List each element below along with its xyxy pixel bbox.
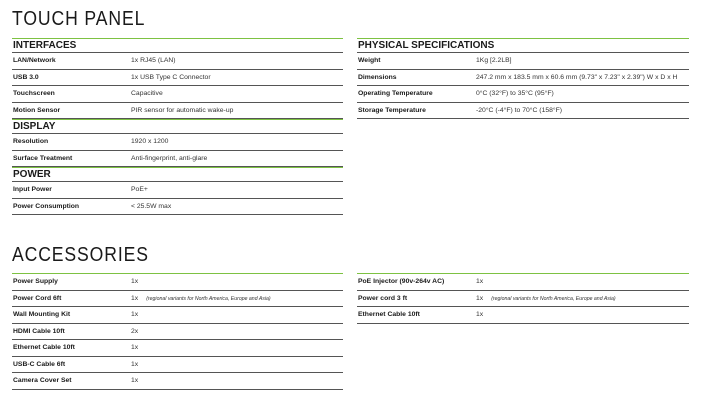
accessory-row (357, 291, 689, 308)
accessory-row (12, 340, 343, 357)
spec-value: < 25.5W max (131, 202, 172, 210)
accessory-name: Power Supply (13, 278, 58, 285)
spec-value: 1920 x 1200 (131, 138, 169, 145)
spec-value: PIR sensor for automatic wake-up (131, 106, 234, 114)
accessory-qty: 1x (131, 377, 139, 384)
accessory-qty: 1x (131, 360, 139, 368)
spec-key: Power Consumption (13, 202, 80, 210)
accessory-row (12, 274, 343, 291)
spec-value: -20°C (-4°F) to 70°C (158°F) (476, 106, 563, 114)
spec-row (12, 182, 343, 199)
interfaces-section (12, 38, 343, 215)
spec-row (12, 151, 343, 168)
spec-key: Touchscreen (13, 90, 55, 97)
accessory-name: Camera Cover Set (13, 377, 72, 384)
spec-row (12, 199, 343, 216)
accessory-row (12, 291, 343, 308)
accessory-row (12, 373, 343, 390)
accessories-right-list (357, 273, 689, 324)
spec-value: Capacitive (131, 90, 163, 97)
spec-key: USB 3.0 (13, 73, 39, 81)
accessory-row (12, 357, 343, 374)
accessory-note: (regional variants for North America, Europe and Asia) (146, 295, 271, 302)
spec-row (357, 70, 689, 87)
accessory-qty: 1x (regional variants for North America, Europe and Asia) (131, 294, 271, 302)
spec-row (357, 103, 689, 120)
accessory-name: Ethernet Cable 10ft (358, 311, 420, 318)
accessory-qty: 1x (131, 278, 139, 285)
accessory-name: USB-C Cable 6ft (13, 360, 66, 368)
accessories-title: ACCESSORIES (12, 244, 149, 266)
display-heading: DISPLAY (12, 119, 343, 134)
accessory-name: Wall Mounting Kit (13, 311, 71, 318)
spec-row (12, 86, 343, 103)
touch-panel-title: TOUCH PANEL (12, 8, 146, 30)
spec-key: Dimensions (358, 73, 397, 81)
spec-row (357, 86, 689, 103)
spec-value: 247.2 mm x 183.5 mm x 60.6 mm (9.73" x 7.23" x 2.39") W x D x H (476, 73, 678, 81)
accessory-qty: 1x (regional variants for North America, Europe and Asia) (476, 294, 616, 302)
spec-key: Input Power (13, 186, 52, 193)
accessory-name: Ethernet Cable 10ft (13, 344, 75, 351)
interfaces-heading: INTERFACES (12, 38, 343, 53)
spec-value: PoE+ (131, 186, 148, 193)
accessory-row (12, 307, 343, 324)
spec-key: Resolution (13, 138, 49, 145)
accessory-qty: 1x (476, 278, 484, 285)
accessory-name: Power Cord 6ft (13, 294, 62, 302)
physical-heading: PHYSICAL SPECIFICATIONS (357, 38, 689, 53)
accessories-left-list (12, 273, 343, 390)
accessory-name: HDMI Cable 10ft (13, 327, 65, 335)
spec-value: 1x RJ45 (LAN) (131, 57, 176, 64)
spec-key: Operating Temperature (358, 90, 433, 97)
accessory-row (357, 274, 689, 291)
accessory-qty: 1x (476, 311, 484, 318)
spec-key: Weight (358, 57, 381, 64)
spec-row (12, 134, 343, 151)
spec-value: Anti-fingerprint, anti-glare (131, 154, 208, 162)
spec-row (12, 70, 343, 87)
spec-value: 1Kg [2.2LB] (476, 57, 512, 64)
accessory-row (12, 324, 343, 341)
spec-row (357, 53, 689, 70)
accessory-note: (regional variants for North America, Europe and Asia) (491, 295, 616, 302)
accessory-row (357, 307, 689, 324)
spec-key: Storage Temperature (358, 106, 426, 114)
accessory-name: Power cord 3 ft (358, 294, 408, 302)
spec-key: Surface Treatment (13, 154, 73, 162)
spec-key: LAN/Network (13, 57, 56, 64)
accessory-qty: 2x (131, 327, 139, 335)
spec-value: 1x USB Type C Connector (131, 73, 211, 81)
accessory-qty: 1x (131, 311, 139, 318)
accessory-name: PoE Injector (90v-264v AC) (358, 278, 445, 285)
spec-row (12, 103, 343, 120)
physical-section (357, 38, 689, 119)
spec-value: 0°C (32°F) to 35°C (95°F) (476, 90, 554, 97)
spec-key: Motion Sensor (13, 106, 61, 114)
accessory-qty: 1x (131, 344, 139, 351)
power-heading: POWER (12, 167, 343, 182)
spec-row (12, 53, 343, 70)
